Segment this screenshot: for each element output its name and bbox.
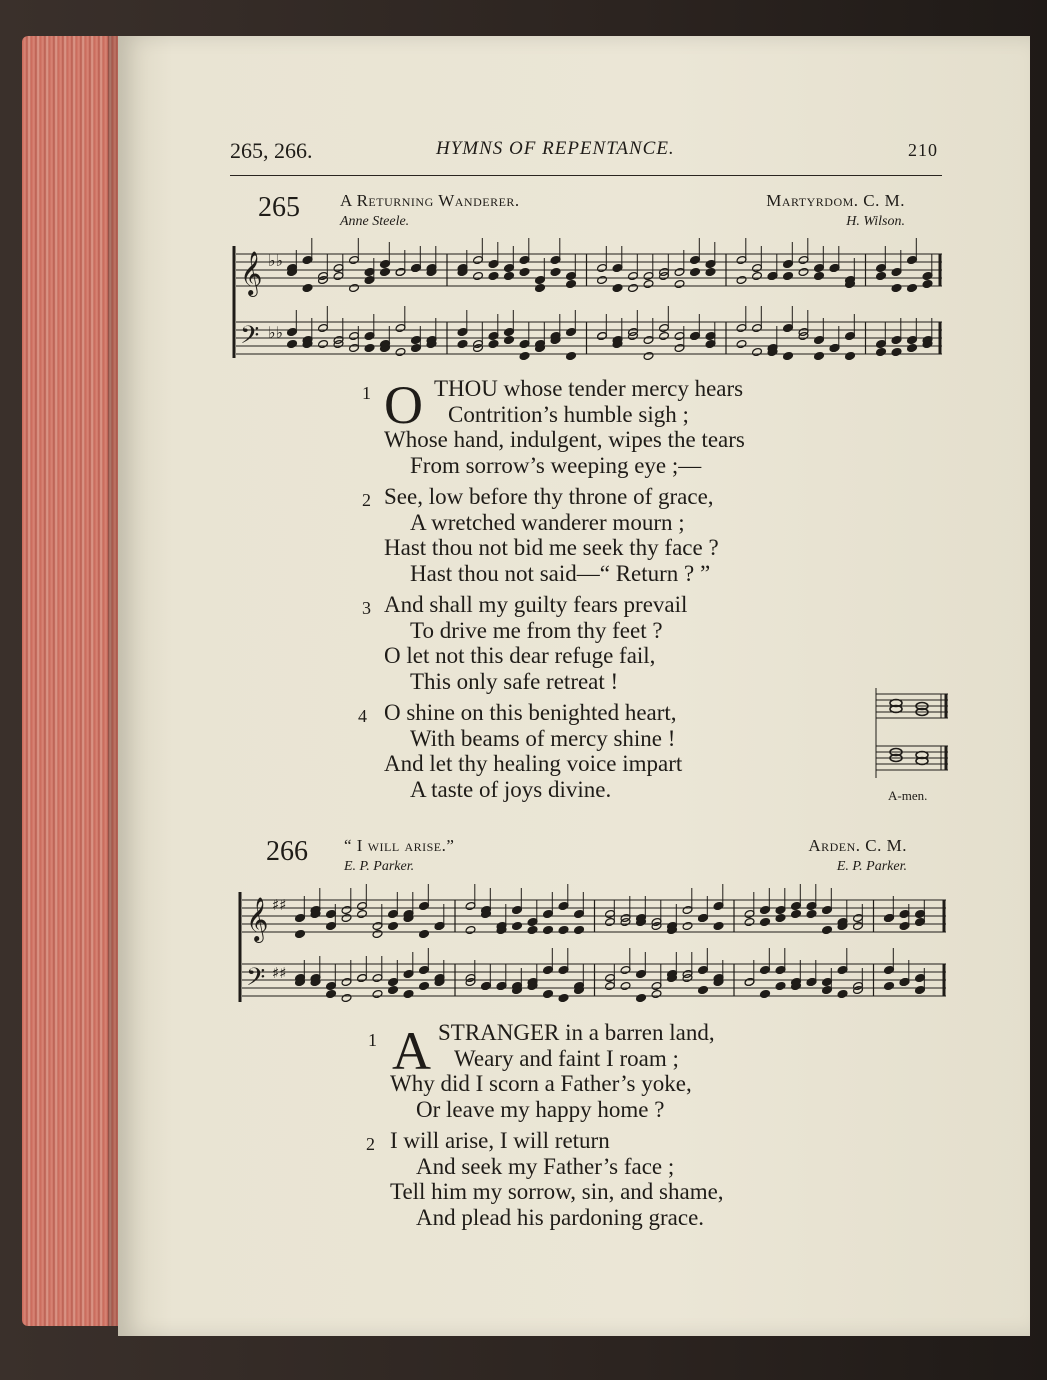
note-head xyxy=(620,965,631,974)
note-head xyxy=(760,965,771,974)
note-head xyxy=(543,965,554,974)
key-signature: ♯♯ xyxy=(272,964,287,982)
note-head xyxy=(798,331,809,340)
note-head xyxy=(519,255,530,264)
note-head xyxy=(636,969,647,978)
note-head xyxy=(411,263,422,272)
note-head xyxy=(349,255,360,264)
note-head xyxy=(388,985,399,994)
drop-cap: O xyxy=(384,375,423,435)
note-head xyxy=(395,323,406,332)
note-head xyxy=(357,973,368,982)
note-head xyxy=(504,335,515,344)
note-head xyxy=(698,985,709,994)
note-head xyxy=(605,909,616,918)
note-head xyxy=(829,263,840,272)
page-edges xyxy=(22,36,122,1326)
note-head xyxy=(566,271,577,280)
note-head xyxy=(791,909,802,918)
stanza-line: This only safe retreat ! xyxy=(410,668,619,694)
note-head xyxy=(287,327,298,336)
note-head xyxy=(814,263,825,272)
note-head xyxy=(349,283,360,292)
note-head xyxy=(651,981,662,990)
verse-number: 4 xyxy=(358,706,367,726)
note-head xyxy=(682,905,693,914)
note-head xyxy=(318,339,329,348)
note-head xyxy=(891,335,902,344)
note-head xyxy=(302,255,313,264)
note-head xyxy=(674,279,685,288)
note-head xyxy=(884,965,895,974)
stanza-line: A wretched wanderer mourn ; xyxy=(410,509,685,535)
note-head xyxy=(372,921,383,930)
note-head xyxy=(295,913,306,922)
stanza-line: Tell him my sorrow, sin, and shame, xyxy=(390,1179,724,1204)
stanza-line: A taste of joys divine. xyxy=(410,776,612,802)
amen-label: A-men. xyxy=(888,788,928,803)
note-head xyxy=(543,909,554,918)
note-head xyxy=(659,323,670,332)
note-head xyxy=(876,339,887,348)
music-notes xyxy=(295,884,926,1003)
note-head xyxy=(357,909,368,918)
note-head xyxy=(465,925,476,934)
note-head xyxy=(558,965,569,974)
note-head xyxy=(907,343,918,352)
note-head xyxy=(744,977,755,986)
note-head xyxy=(628,331,639,340)
note-head xyxy=(326,981,337,990)
music-notes xyxy=(287,238,933,361)
note-head xyxy=(465,973,476,982)
note-head xyxy=(519,339,530,348)
note-head xyxy=(558,925,569,934)
note-head xyxy=(605,917,616,926)
note-head xyxy=(357,901,368,910)
note-head xyxy=(845,331,856,340)
note-head xyxy=(605,981,616,990)
note-head xyxy=(326,921,337,930)
stanza-line: Why did I scorn a Father’s yoke, xyxy=(390,1071,692,1096)
note-head xyxy=(380,259,391,268)
note-head xyxy=(651,921,662,930)
note-head xyxy=(388,977,399,986)
stanza xyxy=(384,484,719,586)
note-head xyxy=(775,913,786,922)
note-head xyxy=(806,977,817,986)
note-head xyxy=(543,989,554,998)
note-head xyxy=(705,259,716,268)
drop-cap: A xyxy=(392,1021,431,1081)
note-head xyxy=(612,283,623,292)
note-head xyxy=(713,901,724,910)
hymn-title: A Returning Wanderer. xyxy=(340,191,520,210)
tune-name: Martyrdom. C. M. xyxy=(766,191,905,210)
note-head xyxy=(364,331,375,340)
note-head xyxy=(550,267,561,276)
stanza xyxy=(390,1128,724,1230)
note-head xyxy=(884,913,895,922)
stanza xyxy=(390,1020,715,1122)
note-head xyxy=(674,331,685,340)
header-rule xyxy=(230,175,942,176)
note-head xyxy=(295,929,306,938)
hymn-number: 265 xyxy=(258,192,300,223)
verse-number: 1 xyxy=(362,383,371,403)
note-head xyxy=(519,267,530,276)
note-head xyxy=(690,255,701,264)
music-score-265 xyxy=(230,236,948,366)
note-head xyxy=(651,989,662,998)
note-head xyxy=(504,271,515,280)
note-head xyxy=(922,279,933,288)
verse-number: 2 xyxy=(366,1134,375,1154)
note-head xyxy=(915,973,926,982)
tune-composer: E. P. Parker. xyxy=(836,859,907,874)
note-head xyxy=(395,347,406,356)
note-head xyxy=(512,921,523,930)
stanza-line: O let not this dear refuge fail, xyxy=(384,643,656,668)
note-head xyxy=(535,283,546,292)
note-head xyxy=(783,351,794,360)
running-head xyxy=(230,138,942,172)
note-head xyxy=(674,343,685,352)
note-head xyxy=(752,347,763,356)
note-head xyxy=(318,275,329,284)
note-head xyxy=(566,327,577,336)
note-head xyxy=(876,271,887,280)
note-head xyxy=(884,981,895,990)
stanza-line: And shall my guilty fears prevail xyxy=(384,592,688,617)
note-head xyxy=(527,917,538,926)
note-head xyxy=(891,347,902,356)
note-head xyxy=(744,917,755,926)
note-head xyxy=(411,343,422,352)
note-head xyxy=(783,271,794,280)
stanza-line: Weary and faint I roam ; xyxy=(454,1045,679,1071)
running-head-section-title: HYMNS OF REPENTANCE. xyxy=(436,138,675,159)
hymn-author: E. P. Parker. xyxy=(344,859,415,874)
note-head xyxy=(899,977,910,986)
hymn-author: Anne Steele. xyxy=(340,214,410,229)
note-head xyxy=(636,993,647,1002)
note-head xyxy=(519,351,530,360)
note-head xyxy=(574,925,585,934)
stanza-line: Hast thou not bid me seek thy face ? xyxy=(384,535,719,560)
note-head xyxy=(713,921,724,930)
note-head xyxy=(853,913,864,922)
note-head xyxy=(597,275,608,284)
tune-composer: H. Wilson. xyxy=(846,214,905,229)
note-head xyxy=(403,969,414,978)
note-head xyxy=(853,981,864,990)
note-head xyxy=(395,267,406,276)
stanza-line: And plead his pardoning grace. xyxy=(416,1204,705,1230)
stanza-line: Hast thou not said—“ Return ? ” xyxy=(410,560,711,586)
note-head xyxy=(620,917,631,926)
note-head xyxy=(341,993,352,1002)
note-head xyxy=(457,339,468,348)
note-head xyxy=(705,339,716,348)
stanza-line: And seek my Father’s face ; xyxy=(416,1153,675,1179)
note-head xyxy=(752,323,763,332)
note-head xyxy=(822,905,833,914)
treble-clef-icon: 𝄞 xyxy=(240,251,263,295)
note-head xyxy=(388,909,399,918)
note-head xyxy=(380,267,391,276)
note-head xyxy=(372,929,383,938)
note-head xyxy=(922,271,933,280)
note-head xyxy=(597,263,608,272)
note-head xyxy=(853,921,864,930)
note-head xyxy=(558,993,569,1002)
note-head xyxy=(419,965,430,974)
note-head xyxy=(705,331,716,340)
note-head xyxy=(341,977,352,986)
note-head xyxy=(411,335,422,344)
note-head xyxy=(574,909,585,918)
note-head xyxy=(814,335,825,344)
note-head xyxy=(798,267,809,276)
note-head xyxy=(465,901,476,910)
note-head xyxy=(481,981,492,990)
verse-number: 2 xyxy=(362,490,371,510)
amen-score xyxy=(874,688,950,784)
note-head xyxy=(822,977,833,986)
note-head xyxy=(767,271,778,280)
note-head xyxy=(419,929,430,938)
note-head xyxy=(643,279,654,288)
note-head xyxy=(814,351,825,360)
note-head xyxy=(899,909,910,918)
note-head xyxy=(605,973,616,982)
note-head xyxy=(643,271,654,280)
note-head xyxy=(419,981,430,990)
note-head xyxy=(907,255,918,264)
note-head xyxy=(806,901,817,910)
note-head xyxy=(915,917,926,926)
note-head xyxy=(287,339,298,348)
note-head xyxy=(326,989,337,998)
note-head xyxy=(891,283,902,292)
verse-number: 3 xyxy=(362,598,371,618)
note-head xyxy=(659,267,670,276)
note-head xyxy=(783,323,794,332)
note-head xyxy=(736,323,747,332)
note-head xyxy=(349,343,360,352)
note-head xyxy=(822,985,833,994)
stanza-line: See, low before thy throne of grace, xyxy=(384,484,714,509)
note-head xyxy=(690,267,701,276)
note-head xyxy=(349,331,360,340)
note-head xyxy=(698,965,709,974)
stanza-line: From sorrow’s weeping eye ;— xyxy=(410,452,702,478)
note-head xyxy=(543,925,554,934)
note-head xyxy=(326,909,337,918)
note-head xyxy=(372,989,383,998)
stanza xyxy=(384,376,745,478)
note-head xyxy=(558,901,569,910)
note-head xyxy=(775,905,786,914)
note-head xyxy=(659,331,670,340)
note-head xyxy=(760,905,771,914)
note-head xyxy=(798,255,809,264)
note-head xyxy=(473,255,484,264)
note-head xyxy=(876,347,887,356)
key-signature: ♭♭ xyxy=(268,251,284,270)
note-head xyxy=(302,283,313,292)
music-score-266 xyxy=(236,882,952,1012)
note-head xyxy=(333,339,344,348)
note-head xyxy=(791,901,802,910)
note-head xyxy=(907,335,918,344)
stanza-line: Contrition’s humble sigh ; xyxy=(448,401,689,427)
note-head xyxy=(775,965,786,974)
note-head xyxy=(682,973,693,982)
key-signature: ♭♭ xyxy=(268,323,284,342)
note-head xyxy=(760,917,771,926)
note-head xyxy=(434,921,445,930)
stanza-line: THOU whose tender mercy hears xyxy=(434,376,744,401)
note-head xyxy=(527,925,538,934)
note-head xyxy=(419,901,430,910)
note-head xyxy=(473,343,484,352)
note-head xyxy=(566,351,577,360)
stanza xyxy=(384,700,682,802)
note-head xyxy=(643,335,654,344)
note-head xyxy=(775,981,786,990)
note-head xyxy=(891,267,902,276)
note-head xyxy=(744,909,755,918)
note-head xyxy=(736,255,747,264)
key-signature: ♯♯ xyxy=(272,896,287,914)
note-head xyxy=(682,921,693,930)
note-head xyxy=(915,909,926,918)
note-head xyxy=(674,267,685,276)
note-head xyxy=(899,921,910,930)
note-head xyxy=(628,271,639,280)
treble-clef-icon: 𝄞 xyxy=(246,897,269,941)
note-head xyxy=(736,339,747,348)
verse-number: 1 xyxy=(368,1030,377,1050)
note-head xyxy=(341,905,352,914)
note-head xyxy=(457,327,468,336)
note-head xyxy=(488,259,499,268)
stanza-line: I will arise, I will return xyxy=(390,1128,610,1153)
note-head xyxy=(473,271,484,280)
note-head xyxy=(597,331,608,340)
note-head xyxy=(504,263,515,272)
note-head xyxy=(736,275,747,284)
stanza-line: And let thy healing voice impart xyxy=(384,751,683,776)
hymn-title: “ I will arise.” xyxy=(344,836,455,855)
note-head xyxy=(488,331,499,340)
note-head xyxy=(488,271,499,280)
note-head xyxy=(822,925,833,934)
note-head xyxy=(814,271,825,280)
note-head xyxy=(364,267,375,276)
note-head xyxy=(504,327,515,336)
page-number: 210 xyxy=(908,140,938,160)
note-head xyxy=(388,921,399,930)
note-head xyxy=(690,331,701,340)
note-head xyxy=(837,965,848,974)
note-head xyxy=(837,989,848,998)
note-head xyxy=(496,981,507,990)
tune-name: Arden. C. M. xyxy=(808,836,907,855)
note-head xyxy=(760,989,771,998)
note-head xyxy=(915,985,926,994)
note-head xyxy=(512,905,523,914)
note-head xyxy=(752,271,763,280)
stanza-line: Whose hand, indulgent, wipes the tears xyxy=(384,427,745,452)
note-head xyxy=(341,913,352,922)
stanza-line: To drive me from thy feet ? xyxy=(410,617,663,643)
note-head xyxy=(643,351,654,360)
note-head xyxy=(628,283,639,292)
note-head xyxy=(829,343,840,352)
note-head xyxy=(612,263,623,272)
bass-clef-icon: 𝄢 xyxy=(240,321,260,356)
note-head xyxy=(403,989,414,998)
note-head xyxy=(535,275,546,284)
note-head xyxy=(806,909,817,918)
note-head xyxy=(333,271,344,280)
note-head xyxy=(488,339,499,348)
hymn-number: 266 xyxy=(266,836,308,867)
note-head xyxy=(333,263,344,272)
note-head xyxy=(364,343,375,352)
note-head xyxy=(318,323,329,332)
note-head xyxy=(550,255,561,264)
stanza-line: O shine on this benighted heart, xyxy=(384,700,677,725)
note-head xyxy=(783,259,794,268)
note-head xyxy=(705,267,716,276)
stanza-line: STRANGER in a barren land, xyxy=(438,1020,715,1045)
note-head xyxy=(876,263,887,272)
note-head xyxy=(372,973,383,982)
stanza xyxy=(384,592,687,694)
running-head-hymn-numbers: 265, 266. xyxy=(230,138,313,163)
stanza-line: Or leave my happy home ? xyxy=(416,1096,665,1122)
note-head xyxy=(620,981,631,990)
note-head xyxy=(566,279,577,288)
note-head xyxy=(698,913,709,922)
note-head xyxy=(907,283,918,292)
note-head xyxy=(845,351,856,360)
bass-clef-icon: 𝄢 xyxy=(246,963,266,998)
note-head xyxy=(752,263,763,272)
stanza-line: With beams of mercy shine ! xyxy=(410,725,676,751)
note-head xyxy=(364,275,375,284)
